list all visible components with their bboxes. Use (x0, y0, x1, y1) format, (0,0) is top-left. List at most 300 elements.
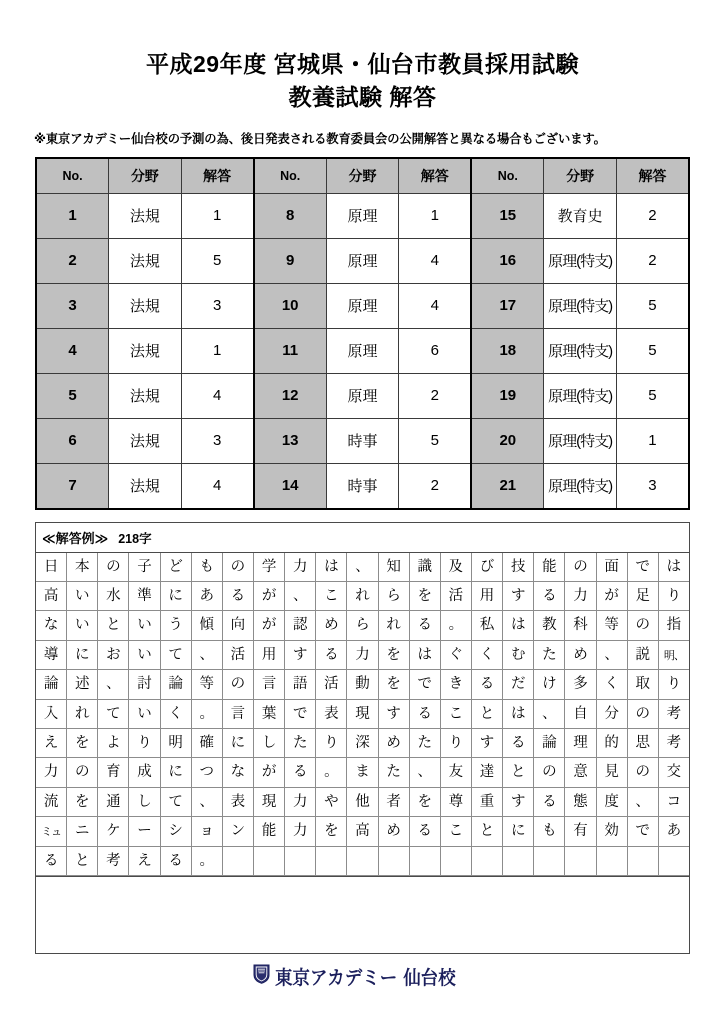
cell-no: 9 (254, 238, 327, 283)
cell-field: 法規 (109, 238, 182, 283)
manuscript-cell: に (160, 582, 191, 611)
manuscript-cell: る (534, 582, 565, 611)
cell-field: 原理 (326, 328, 399, 373)
manuscript-cell: 子 (129, 553, 160, 582)
manuscript-cell: り (440, 729, 471, 758)
manuscript-cell: る (534, 787, 565, 816)
manuscript-cell: を (316, 817, 347, 846)
manuscript-cell (285, 846, 316, 875)
header-row (36, 158, 689, 194)
manuscript-cell: ン (222, 817, 253, 846)
cell-answer: 3 (616, 463, 689, 509)
manuscript-cell: す (503, 787, 534, 816)
cell-no: 3 (36, 283, 109, 328)
cell-answer: 2 (399, 463, 472, 509)
manuscript-cell: を (378, 640, 409, 669)
manuscript-cell: 言 (254, 670, 285, 699)
manuscript-cell: が (596, 582, 627, 611)
manuscript-cell: ら (378, 582, 409, 611)
model-answer-char-count: 218字 (118, 531, 152, 546)
cell-field: 原理(特支) (544, 418, 617, 463)
manuscript-cell: 的 (596, 729, 627, 758)
manuscript-cell: 重 (471, 787, 502, 816)
manuscript-cell: 能 (534, 553, 565, 582)
manuscript-cell: る (409, 699, 440, 728)
manuscript-cell: 学 (254, 553, 285, 582)
manuscript-cell (534, 846, 565, 875)
manuscript-cell: が (254, 582, 285, 611)
cell-answer: 2 (616, 238, 689, 283)
manuscript-cell: あ (191, 582, 222, 611)
manuscript-cell: は (503, 699, 534, 728)
cell-no: 18 (471, 328, 544, 373)
manuscript-cell: 等 (596, 611, 627, 640)
manuscript-cell: ニ (67, 817, 98, 846)
manuscript-cell: と (471, 817, 502, 846)
manuscript-cell: ョ (191, 817, 222, 846)
manuscript-cell: い (67, 582, 98, 611)
manuscript-cell: に (160, 758, 191, 787)
manuscript-cell: 活 (222, 640, 253, 669)
manuscript-cell: よ (98, 729, 129, 758)
manuscript-cell: う (160, 611, 191, 640)
manuscript-cell: ー (129, 817, 160, 846)
cell-no: 11 (254, 328, 327, 373)
header-field-3: 分野 (544, 158, 617, 194)
manuscript-cell: の (67, 758, 98, 787)
manuscript-cell: を (409, 582, 440, 611)
manuscript-cell: 理 (565, 729, 596, 758)
table-row (36, 463, 689, 509)
manuscript-cell: 度 (596, 787, 627, 816)
brand-logo-text: 東京アカデミー 仙台校 (275, 967, 457, 989)
manuscript-row (36, 846, 689, 875)
manuscript-row (36, 640, 689, 669)
manuscript-cell: る (222, 582, 253, 611)
manuscript-cell: 科 (565, 611, 596, 640)
manuscript-cell: 、 (347, 553, 378, 582)
manuscript-cell: の (627, 758, 658, 787)
manuscript-cell: 、 (534, 699, 565, 728)
header-answer-3: 解答 (616, 158, 689, 194)
cell-answer: 5 (616, 283, 689, 328)
manuscript-row (36, 582, 689, 611)
manuscript-cell: 用 (254, 640, 285, 669)
manuscript-cell: 向 (222, 611, 253, 640)
manuscript-cell: る (36, 846, 67, 875)
manuscript-cell: が (254, 611, 285, 640)
manuscript-cell: シ (160, 817, 191, 846)
manuscript-cell: い (129, 699, 160, 728)
manuscript-cell: び (471, 553, 502, 582)
manuscript-cell: す (285, 640, 316, 669)
manuscript-cell: 教 (534, 611, 565, 640)
manuscript-cell: け (534, 670, 565, 699)
cell-field: 原理 (326, 193, 399, 238)
manuscript-blank-area (36, 876, 689, 953)
cell-answer: 2 (616, 193, 689, 238)
cell-field: 原理 (326, 373, 399, 418)
manuscript-cell: る (316, 640, 347, 669)
manuscript-cell: る (471, 670, 502, 699)
manuscript-cell: に (222, 729, 253, 758)
manuscript-cell: の (222, 553, 253, 582)
manuscript-cell: す (503, 582, 534, 611)
manuscript-cell: 私 (471, 611, 502, 640)
cell-field: 時事 (326, 463, 399, 509)
manuscript-cell: の (222, 670, 253, 699)
cell-answer: 4 (181, 463, 254, 509)
manuscript-cell: 、 (191, 787, 222, 816)
manuscript-cell: 尊 (440, 787, 471, 816)
manuscript-cell (503, 846, 534, 875)
manuscript-cell: ぐ (440, 640, 471, 669)
model-answer-heading (36, 523, 689, 553)
shield-icon (253, 964, 270, 989)
manuscript-cell: え (36, 729, 67, 758)
manuscript-cell: で (285, 699, 316, 728)
manuscript-cell: と (471, 699, 502, 728)
cell-answer: 5 (181, 238, 254, 283)
manuscript-cell: 多 (565, 670, 596, 699)
header-answer-2: 解答 (399, 158, 472, 194)
manuscript-row (36, 699, 689, 728)
manuscript-cell: り (658, 582, 689, 611)
manuscript-cell: 高 (347, 817, 378, 846)
footer (0, 963, 725, 990)
cell-field: 時事 (326, 418, 399, 463)
manuscript-cell: 力 (285, 817, 316, 846)
manuscript-cell: い (129, 611, 160, 640)
manuscript-cell: な (222, 758, 253, 787)
manuscript-row (36, 729, 689, 758)
cell-field: 法規 (109, 418, 182, 463)
manuscript-cell: も (191, 553, 222, 582)
manuscript-cell: 語 (285, 670, 316, 699)
manuscript-cell: り (129, 729, 160, 758)
manuscript-cell: を (67, 787, 98, 816)
manuscript-cell: 明 (160, 729, 191, 758)
manuscript-cell: 考 (98, 846, 129, 875)
manuscript-cell: め (316, 611, 347, 640)
manuscript-cell: こ (440, 699, 471, 728)
manuscript-cell (347, 846, 378, 875)
manuscript-cell: 他 (347, 787, 378, 816)
manuscript-cell: ミュ (36, 817, 67, 846)
cell-field: 原理 (326, 238, 399, 283)
cell-field: 法規 (109, 463, 182, 509)
manuscript-cell: 指 (658, 611, 689, 640)
table-row (36, 418, 689, 463)
manuscript-cell: 考 (658, 729, 689, 758)
manuscript-cell: 考 (658, 699, 689, 728)
manuscript-cell: が (254, 758, 285, 787)
cell-no: 7 (36, 463, 109, 509)
manuscript-cell: 準 (129, 582, 160, 611)
manuscript-cell: 。 (191, 846, 222, 875)
manuscript-cell: 導 (36, 640, 67, 669)
manuscript-cell: 言 (222, 699, 253, 728)
manuscript-cell: い (129, 640, 160, 669)
manuscript-cell: た (409, 729, 440, 758)
manuscript-cell (440, 846, 471, 875)
manuscript-cell: 育 (98, 758, 129, 787)
manuscript-cell: に (503, 817, 534, 846)
cell-no: 5 (36, 373, 109, 418)
manuscript-cell: む (503, 640, 534, 669)
cell-field: 原理(特支) (544, 238, 617, 283)
manuscript-cell (378, 846, 409, 875)
manuscript-cell: 有 (565, 817, 596, 846)
manuscript-cell: 達 (471, 758, 502, 787)
manuscript-cell: く (160, 699, 191, 728)
cell-answer: 1 (616, 418, 689, 463)
table-row (36, 373, 689, 418)
cell-field: 教育史 (544, 193, 617, 238)
manuscript-cell: き (440, 670, 471, 699)
manuscript-cell: め (565, 640, 596, 669)
manuscript-cell: 用 (471, 582, 502, 611)
manuscript-cell: 。 (316, 758, 347, 787)
manuscript-cell: と (67, 846, 98, 875)
cell-no: 4 (36, 328, 109, 373)
manuscript-cell: り (658, 670, 689, 699)
manuscript-cell: こ (440, 817, 471, 846)
manuscript-cell: を (378, 670, 409, 699)
cell-field: 原理(特支) (544, 373, 617, 418)
manuscript-cell: お (98, 640, 129, 669)
cell-field: 法規 (109, 328, 182, 373)
manuscript-cell: を (67, 729, 98, 758)
manuscript-cell: す (471, 729, 502, 758)
manuscript-cell: 現 (254, 787, 285, 816)
manuscript-cell: 表 (316, 699, 347, 728)
manuscript-cell: 確 (191, 729, 222, 758)
cell-no: 8 (254, 193, 327, 238)
manuscript-cell: 識 (409, 553, 440, 582)
manuscript-cell: れ (67, 699, 98, 728)
manuscript-cell: 力 (36, 758, 67, 787)
manuscript-cell: と (503, 758, 534, 787)
manuscript-cell: た (378, 758, 409, 787)
manuscript-cell (222, 846, 253, 875)
cell-no: 21 (471, 463, 544, 509)
manuscript-cell: 表 (222, 787, 253, 816)
manuscript-cell: 思 (627, 729, 658, 758)
disclaimer-note: ※東京アカデミー仙台校の予測の為、後日発表される教育委員会の公開解答と異なる場合もございます。 (34, 131, 606, 146)
manuscript-cell: 自 (565, 699, 596, 728)
table-row (36, 193, 689, 238)
cell-no: 2 (36, 238, 109, 283)
manuscript-cell: め (378, 729, 409, 758)
manuscript-cell: れ (378, 611, 409, 640)
cell-answer: 1 (181, 193, 254, 238)
manuscript-cell: 傾 (191, 611, 222, 640)
manuscript-cell: 意 (565, 758, 596, 787)
cell-answer: 6 (399, 328, 472, 373)
header-no-1: No. (36, 158, 109, 194)
manuscript-cell: る (503, 729, 534, 758)
manuscript-row (36, 611, 689, 640)
manuscript-cell: の (565, 553, 596, 582)
cell-no: 15 (471, 193, 544, 238)
manuscript-cell: 力 (285, 553, 316, 582)
cell-answer: 5 (399, 418, 472, 463)
answer-table-header (36, 158, 689, 194)
manuscript-cell: 、 (285, 582, 316, 611)
cell-no: 20 (471, 418, 544, 463)
cell-no: 16 (471, 238, 544, 283)
table-row (36, 328, 689, 373)
manuscript-cell: 深 (347, 729, 378, 758)
manuscript-cell (596, 846, 627, 875)
manuscript-cell: 入 (36, 699, 67, 728)
manuscript-cell: る (160, 846, 191, 875)
manuscript-cell: 説 (627, 640, 658, 669)
manuscript-cell: な (36, 611, 67, 640)
manuscript-cell: る (285, 758, 316, 787)
manuscript-cell (254, 846, 285, 875)
manuscript-cell: れ (347, 582, 378, 611)
cell-no: 12 (254, 373, 327, 418)
manuscript-row (36, 670, 689, 699)
cell-answer: 5 (616, 328, 689, 373)
manuscript-cell: や (316, 787, 347, 816)
manuscript-cell: あ (658, 817, 689, 846)
manuscript-cell: と (98, 611, 129, 640)
cell-no: 1 (36, 193, 109, 238)
cell-answer: 3 (181, 283, 254, 328)
cell-answer: 5 (616, 373, 689, 418)
cell-answer: 1 (181, 328, 254, 373)
cell-field: 原理(特支) (544, 283, 617, 328)
manuscript-cell: 流 (36, 787, 67, 816)
table-row (36, 238, 689, 283)
brand-logo (253, 963, 471, 990)
manuscript-cell: て (160, 640, 191, 669)
model-answer-label: ≪解答例≫ (42, 530, 109, 546)
manuscript-cell: 技 (503, 553, 534, 582)
cell-no: 17 (471, 283, 544, 328)
manuscript-cell: は (316, 553, 347, 582)
header-no-2: No. (254, 158, 327, 194)
header-field-1: 分野 (109, 158, 182, 194)
manuscript-cell: し (254, 729, 285, 758)
manuscript-cell: 態 (565, 787, 596, 816)
manuscript-cell: 高 (36, 582, 67, 611)
title-line-1: 平成29年度 宮城県・仙台市教員採用試験 (146, 51, 579, 77)
manuscript-cell: 見 (596, 758, 627, 787)
manuscript-cell: 足 (627, 582, 658, 611)
manuscript-cell: 本 (67, 553, 98, 582)
cell-field: 法規 (109, 373, 182, 418)
answer-table (35, 157, 690, 510)
manuscript-cell: は (658, 553, 689, 582)
manuscript-cell: 友 (440, 758, 471, 787)
cell-answer: 1 (399, 193, 472, 238)
manuscript-cell: も (534, 817, 565, 846)
manuscript-cell: の (627, 611, 658, 640)
manuscript-cell: た (534, 640, 565, 669)
header-field-2: 分野 (326, 158, 399, 194)
title-line-2: 教養試験 解答 (288, 84, 437, 111)
manuscript-cell: つ (191, 758, 222, 787)
manuscript-cell: す (378, 699, 409, 728)
manuscript-cell (316, 846, 347, 875)
page-title (0, 0, 725, 115)
cell-no: 6 (36, 418, 109, 463)
manuscript-cell: 及 (440, 553, 471, 582)
manuscript-cell: 等 (191, 670, 222, 699)
manuscript-cell: 、 (627, 787, 658, 816)
manuscript-cell: の (98, 553, 129, 582)
manuscript-cell: こ (316, 582, 347, 611)
manuscript-cell: ケ (98, 817, 129, 846)
manuscript-cell: 者 (378, 787, 409, 816)
answer-table-body (36, 193, 689, 509)
manuscript-cell: 述 (67, 670, 98, 699)
manuscript-cell: 成 (129, 758, 160, 787)
manuscript-cell: り (316, 729, 347, 758)
manuscript-row (36, 553, 689, 582)
manuscript-cell: 交 (658, 758, 689, 787)
manuscript-cell: の (627, 699, 658, 728)
manuscript-cell: る (409, 817, 440, 846)
manuscript-row (36, 758, 689, 787)
manuscript-cell: て (98, 699, 129, 728)
cell-field: 原理 (326, 283, 399, 328)
manuscript-cell: ど (160, 553, 191, 582)
manuscript-cell: 通 (98, 787, 129, 816)
cell-field: 法規 (109, 283, 182, 328)
cell-field: 法規 (109, 193, 182, 238)
manuscript-cell: 、 (98, 670, 129, 699)
manuscript-cell: を (409, 787, 440, 816)
manuscript-cell: 討 (129, 670, 160, 699)
manuscript-cell: 。 (191, 699, 222, 728)
cell-no: 14 (254, 463, 327, 509)
manuscript-cell: い (67, 611, 98, 640)
cell-no: 10 (254, 283, 327, 328)
manuscript-cell: 取 (627, 670, 658, 699)
manuscript-cell (409, 846, 440, 875)
manuscript-cell: で (627, 553, 658, 582)
manuscript-cell (565, 846, 596, 875)
manuscript-row (36, 787, 689, 816)
manuscript-cell: 動 (347, 670, 378, 699)
manuscript-cell: だ (503, 670, 534, 699)
manuscript-row (36, 817, 689, 846)
manuscript-cell: 効 (596, 817, 627, 846)
manuscript-grid (36, 553, 689, 876)
manuscript-cell: 分 (596, 699, 627, 728)
manuscript-cell: 、 (191, 640, 222, 669)
manuscript-cell: く (471, 640, 502, 669)
manuscript-cell: で (409, 670, 440, 699)
manuscript-cell: て (160, 787, 191, 816)
manuscript-cell: 水 (98, 582, 129, 611)
manuscript-cell: 力 (285, 787, 316, 816)
manuscript-cell: 現 (347, 699, 378, 728)
manuscript-cell: 認 (285, 611, 316, 640)
manuscript-cell: た (285, 729, 316, 758)
cell-field: 原理(特支) (544, 463, 617, 509)
table-row (36, 283, 689, 328)
manuscript-cell: 活 (440, 582, 471, 611)
manuscript-cell: に (67, 640, 98, 669)
cell-answer: 3 (181, 418, 254, 463)
manuscript-cell: 能 (254, 817, 285, 846)
